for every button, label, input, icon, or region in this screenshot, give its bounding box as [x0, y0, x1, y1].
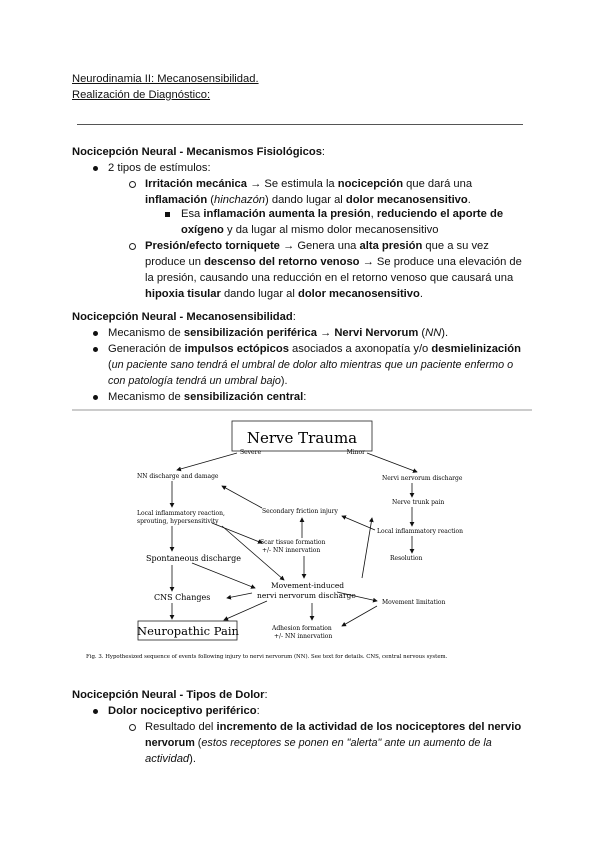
bullet-dot [93, 395, 98, 400]
minor-label: Minor [346, 449, 365, 456]
section-heading-tipos-dolor: Nocicepción Neural - Tipos de Dolor: [72, 689, 268, 701]
list-item-irritacion-cont: inflamación (hinchazón) dando lugar al dolor mecanosensitivo. [145, 194, 471, 206]
bullet-circle [129, 724, 136, 731]
bullet-circle [129, 243, 136, 250]
section-heading-mecanismos [72, 144, 325, 160]
list-item-impulsos-cont1: (un paciente sano tendrá el umbral de dolor alto mientras que un paciente enfermo o [108, 359, 514, 371]
node-scar-tissue-2: +/- NN innervation [262, 547, 321, 554]
list-item-impulsos-cont2: con patología tendrá un umbral bajo). [108, 375, 288, 387]
nerve-trauma-title: Nerve Trauma [246, 429, 358, 447]
document-subtitle: Realización de Diagnóstico: [72, 89, 211, 101]
list-item-presion: Presión/efecto torniquete → Genera una alta presión que a su vez [145, 240, 489, 252]
figure-caption: Fig. 3. Hypothesized sequence of events following injury to nervi nervorum (NN). See text for details. CNS, central nervous system. [86, 654, 448, 660]
node-resolution: Resolution [390, 555, 423, 562]
list-item-incremento-cont1: nervorum (estos receptores se ponen en "alerta" ante un aumento de la [145, 737, 492, 749]
list-item-dolor-nociceptivo: Dolor nociceptivo periférico: [108, 705, 260, 717]
list-item-presion-cont3: hipoxia tisular dando lugar al dolor mecanosensitivo. [145, 288, 423, 300]
bullet-square [165, 212, 170, 217]
list-item-incremento: Resultado del incremento de la actividad de los nociceptores del nervio [145, 721, 522, 733]
bullet-dot [93, 166, 98, 171]
list-item-presion-cont1: produce un descenso del retorno venoso → Se produce una elevación de [145, 256, 522, 268]
list-item-impulsos-ectopicos: Generación de impulsos ectópicos asociados a axonopatía y/o desmielinización [108, 343, 521, 355]
list-item-incremento-cont2: actividad). [145, 753, 196, 765]
list-item-sensibilizacion-central: Mecanismo de sensibilización central: [108, 391, 307, 403]
node-local-inflammatory-2: sprouting, hypersensitivity [137, 518, 219, 525]
node-local-inflammatory: Local inflammatory reaction, [137, 510, 225, 517]
node-nerve-trunk-pain: Nerve trunk pain [392, 499, 445, 506]
document-title: Neurodinamia II: Mecanosensibilidad. [72, 73, 259, 85]
bullet-dot [93, 347, 98, 352]
bullet-dot [93, 331, 98, 336]
severe-label: Severe [240, 449, 262, 456]
node-adhesion: Adhesion formation [272, 625, 332, 632]
divider-line [77, 124, 523, 125]
list-subitem-inflamacion-cont: oxígeno y da lugar al mismo dolor mecanosensitivo [181, 224, 439, 236]
list-item-irritacion: Irritación mecánica → Se estimula la nocicepción que dará una [145, 178, 473, 190]
list-item-sensibilizacion-periferica: Mecanismo de sensibilización periférica → Nervi Nervorum (NN). [108, 327, 449, 339]
list-item: 2 tipos de estímulos: [108, 162, 211, 174]
nerve-trauma-diagram [72, 408, 532, 668]
node-adhesion-2: +/- NN innervation [274, 633, 333, 640]
heading-text: Nocicepción Neural - Mecanismos Fisiológicos [72, 146, 322, 158]
node-local-inflammatory-right: Local inflammatory reaction [377, 528, 464, 535]
list-item-presion-cont2: la presión, causando una reducción en el retorno venoso que causará una [145, 272, 514, 284]
node-movement-limitation: Movement limitation [382, 599, 446, 606]
heading-colon: : [321, 146, 326, 158]
node-cns-changes: CNS Changes [154, 593, 211, 602]
bullet-dot [93, 709, 98, 714]
node-neuropathic-pain: Neuropathic Pain [137, 624, 239, 638]
node-nn-discharge: NN discharge and damage [137, 473, 219, 480]
node-scar-tissue: Scar tissue formation [260, 539, 326, 546]
node-movement-induced: Movement-induced [271, 581, 345, 590]
bullet-circle [129, 181, 136, 188]
node-spontaneous-discharge: Spontaneous discharge [146, 554, 241, 563]
section-heading-mecanosensibilidad: Nocicepción Neural - Mecanosensibilidad: [72, 311, 296, 323]
node-secondary-friction: Secondary friction injury [262, 508, 338, 515]
node-movement-induced-2: nervi nervorum discharge [257, 591, 356, 600]
list-subitem-inflamacion: Esa inflamación aumenta la presión, reduciendo el aporte de [181, 208, 504, 220]
node-nervi-nervorum-right: Nervi nervorum discharge [382, 475, 463, 482]
